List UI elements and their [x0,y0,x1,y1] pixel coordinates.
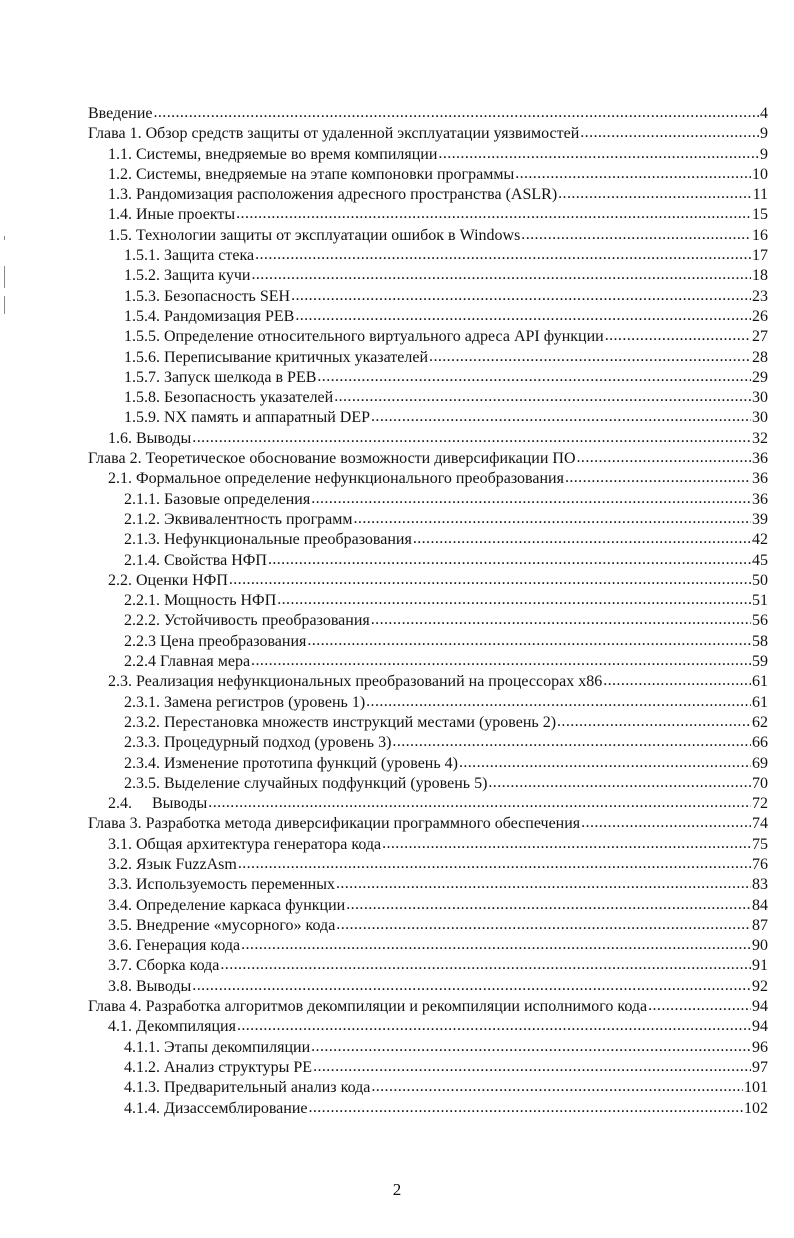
toc-entry [86,733,768,753]
toc-entry [86,226,768,246]
toc-entry-title: 3.3. Используемость переменных [108,876,335,894]
toc-entry-page: 61 [752,693,768,711]
toc-entry [86,266,768,286]
dot-leader [308,1098,743,1118]
toc-entry [86,490,768,510]
dot-leader [577,448,751,468]
dot-leader [488,773,751,793]
page-number: 2 [392,1180,402,1199]
toc-entry-page: 74 [752,815,768,833]
dot-leader [241,935,751,955]
dot-leader [346,895,751,915]
toc-entry-title: 2.3.4. Изменение прототипа функций (уровень 4) [124,754,458,772]
toc-entry-title: Глава 1. Обзор средств защиты от удаленной эксплуатации уязвимостей [88,125,580,143]
toc-entry-title: 3.8. Выводы [108,977,192,995]
toc-entry-title: 1.5.9. NX память и аппаратный DEP [124,409,371,427]
toc-entry-page: 69 [752,754,768,772]
toc-entry [86,530,768,550]
toc-entry-page: 58 [752,632,768,650]
toc-entry [86,977,768,997]
toc-entry-page: 39 [752,510,768,528]
toc-entry-title: 1.1. Системы, внедряемые во время компиляции [108,145,438,163]
toc-entry-title: 1.5.8. Безопасность указателей [124,389,334,407]
dot-leader [558,184,751,204]
dot-leader [291,286,751,306]
toc-entry [86,855,768,875]
toc-entry-page: 56 [752,612,768,630]
dot-leader [317,367,751,387]
dot-leader [192,976,751,996]
dot-leader [154,103,760,123]
toc-entry [86,672,768,692]
toc-entry-title: 1.6. Выводы [108,429,192,447]
toc-entry [86,327,768,347]
toc-entry-page: 26 [752,307,768,325]
toc-entry-page: 28 [752,348,768,366]
toc-entry-title: 4.1.4. Дизассемблирование [124,1099,308,1117]
toc-entry-page: 29 [752,368,768,386]
toc-entry-title: 1.4. Иные проекты [108,206,236,224]
toc-entry-page: 16 [752,226,768,244]
toc-entry [86,774,768,794]
dot-leader [521,225,751,245]
toc-entry-page: 75 [752,835,768,853]
toc-entry-page: 70 [752,774,768,792]
toc-entry-title: 2.2. Оценки НФП [108,571,228,589]
dot-leader [413,529,751,549]
toc-entry [86,936,768,956]
dot-leader [565,468,751,488]
toc-entry-title: 3.1. Общая архитектура генератора кода [108,835,382,853]
toc-entry [86,571,768,591]
toc-entry-title: 4.1.2. Анализ структуры PE [124,1058,313,1076]
toc-entry-title: 1.5.6. Переписывание критичных указателей [124,348,429,366]
toc-entry-title: 1.5.5. Определение относительного виртуального адреса API функции [124,328,604,346]
toc-entry-title: 2.2.4 Главная мера [124,653,251,671]
toc-entry-title: 2.2.3 Цена преобразования [124,632,307,650]
toc-entry [86,693,768,713]
toc-entry [86,896,768,916]
scan-margin-mark [4,236,5,240]
toc-entry-title: Введение [88,105,153,122]
toc-entry-title: Глава 2. Теоретическое обоснование возможности диверсификации ПО [88,450,576,468]
toc-entry [86,652,768,672]
toc-entry [86,956,768,976]
toc-entry [86,449,768,469]
dot-leader [236,204,751,224]
toc-entry [86,1017,768,1037]
toc-entry-page: 66 [752,734,768,752]
toc-entry [86,388,768,408]
toc-entry-page: 72 [752,795,768,813]
dot-leader [334,387,751,407]
toc-entry-title: 1.2. Системы, внедряемые на этапе компоновки программы [108,165,515,183]
toc-entry-title: 2.1.1. Базовые определения [124,490,311,508]
toc-entry-page: 76 [752,855,768,873]
dot-leader [255,245,751,265]
toc-entry-title: 2.3.5. Выделение случайных подфункций (уровень 5) [124,774,488,792]
toc-entry-page: 92 [752,977,768,995]
toc-entry-title: 4.1.3. Предварительный анализ кода [124,1079,371,1097]
toc-entry-page: 45 [752,551,768,569]
toc-entry-page: 96 [752,1038,768,1056]
toc-entry-page: 11 [752,186,768,204]
dot-leader [515,164,751,184]
toc-entry-page: 27 [752,328,768,346]
toc-entry [86,1099,768,1119]
toc-entry-page: 42 [752,531,768,549]
toc-entry-title: 2.1.2. Эквивалентность программ [124,510,353,528]
dot-leader [580,123,759,143]
toc-entry-page: 97 [752,1058,768,1076]
dot-leader [208,793,751,813]
toc-entry-title: 2.2.1. Мощность НФП [124,592,277,610]
dot-leader [382,834,751,854]
toc-entry-page: 62 [752,713,768,731]
toc-entry-page: 50 [752,571,768,589]
toc-entry [86,1078,768,1098]
toc-entry [86,1058,768,1078]
toc-entry [86,104,768,124]
toc-entry-title: Глава 3. Разработка метода диверсификации программного обеспечения [88,815,581,833]
dot-leader [295,306,751,326]
toc-entry-page: 87 [752,916,768,934]
toc-entry [86,754,768,774]
toc-entry-page: 23 [752,287,768,305]
dot-leader [648,996,751,1016]
toc-entry-page: 36 [752,450,768,468]
toc-entry [86,551,768,571]
toc-entry [86,916,768,936]
scan-margin-mark [4,296,5,314]
toc-entry-title: 3.6. Генерация кода [108,937,241,955]
toc-entry-page: 102 [744,1099,768,1117]
toc-entry-title: 2.3.1. Замена регистров (уровень 1) [124,693,366,711]
toc-entry-title: 2.4. Выводы [108,795,208,813]
toc-entry-page: 15 [752,206,768,224]
toc-entry-page: 18 [752,267,768,285]
table-of-contents [86,104,768,1119]
dot-leader [220,955,751,975]
toc-entry-title: 2.1. Формальное определение нефункционального преобразования [108,470,564,488]
dot-leader [238,854,751,874]
toc-entry-title: 2.3.2. Перестановка множеств инструкций местами (уровень 2) [124,713,557,731]
toc-entry-page: 91 [752,957,768,975]
dot-leader [311,489,751,509]
dot-leader [277,590,751,610]
toc-entry-page: 90 [752,937,768,955]
dot-leader [392,732,751,752]
toc-entry-page: 36 [752,470,768,488]
dot-leader [603,671,751,691]
dot-leader [371,610,751,630]
toc-entry [86,794,768,814]
toc-entry-page: 36 [752,490,768,508]
toc-entry [86,1038,768,1058]
toc-entry-page: 51 [752,592,768,610]
toc-entry-title: 2.3.3. Процедурный подход (уровень 3) [124,734,392,752]
toc-entry-title: 1.5.1. Защита стека [124,247,255,265]
dot-leader [371,1077,743,1097]
toc-entry-page: 30 [752,409,768,427]
toc-entry-title: 1.5.2. Защита кучи [124,267,251,285]
toc-entry [86,611,768,631]
toc-entry-title: 4.1.1. Этапы декомпиляции [124,1038,311,1056]
toc-entry-title: 3.4. Определение каркаса функции [108,896,346,914]
toc-entry-page: 83 [752,876,768,894]
toc-entry [86,408,768,428]
toc-entry-title: Глава 4. Разработка алгоритмов декомпиляции и рекомпиляции исполнимого кода [88,998,648,1016]
dot-leader [313,1057,751,1077]
dot-leader [438,144,759,164]
toc-entry-page: 4 [760,105,768,122]
dot-leader [268,550,751,570]
dot-leader [336,915,751,935]
toc-entry-title: 2.2.2. Устойчивость преобразования [124,612,370,630]
toc-entry-page: 61 [752,673,768,691]
toc-entry-title: 2.1.4. Свойства НФП [124,551,267,569]
toc-entry [86,368,768,388]
toc-entry-title: 2.3. Реализация нефункциональных преобразований на процессорах x86 [108,673,603,691]
dot-leader [366,692,751,712]
toc-entry [86,713,768,733]
toc-entry-title: 4.1. Декомпиляция [108,1018,236,1036]
dot-leader [237,1016,751,1036]
toc-entry-page: 32 [752,429,768,447]
toc-entry-title: 3.7. Сборка кода [108,957,220,975]
toc-entry-page: 17 [752,247,768,265]
dot-leader [307,631,751,651]
dot-leader [354,509,751,529]
toc-entry-title: 2.1.3. Нефункциональные преобразования [124,531,412,549]
toc-entry [86,469,768,489]
dot-leader [229,570,751,590]
toc-entry-title: 1.5.7. Запуск шелкода в PEB [124,368,317,386]
toc-entry-title: 1.5.3. Безопасность SEH [124,287,291,305]
dot-leader [311,1037,751,1057]
toc-entry [86,348,768,368]
dot-leader [371,407,751,427]
toc-entry [86,287,768,307]
toc-entry [86,185,768,205]
dot-leader [459,753,751,773]
toc-entry [86,429,768,449]
toc-entry-title: 1.3. Рандомизация расположения адресного пространства (ASLR) [108,186,558,204]
toc-entry-page: 9 [760,145,768,163]
toc-entry-page: 94 [752,998,768,1016]
toc-entry-title: 3.5. Внедрение «мусорного» кода [108,916,336,934]
toc-entry-title: 1.5. Технологии защиты от эксплуатации ошибок в Windows [108,226,521,244]
dot-leader [581,813,751,833]
toc-entry [86,875,768,895]
toc-entry-page: 94 [752,1018,768,1036]
dot-leader [251,651,751,671]
toc-entry-page: 101 [744,1079,768,1097]
toc-entry [86,632,768,652]
dot-leader [605,326,751,346]
toc-entry [86,591,768,611]
toc-entry [86,814,768,834]
toc-entry [86,510,768,530]
toc-entry [86,205,768,225]
toc-entry-page: 10 [752,165,768,183]
dot-leader [336,874,751,894]
toc-entry [86,246,768,266]
toc-entry [86,997,768,1017]
toc-entry-page: 9 [760,125,768,143]
toc-entry [86,124,768,144]
toc-entry [86,145,768,165]
toc-entry-page: 59 [752,653,768,671]
toc-entry-page: 30 [752,389,768,407]
scan-margin-mark [4,266,5,288]
toc-entry [86,307,768,327]
dot-leader [251,265,751,285]
dot-leader [429,347,751,367]
toc-entry-page: 84 [752,896,768,914]
toc-entry [86,835,768,855]
toc-entry-title: 1.5.4. Рандомизация PEB [124,307,295,325]
dot-leader [557,712,751,732]
dot-leader [192,428,751,448]
toc-entry [86,165,768,185]
toc-entry-title: 3.2. Язык FuzzAsm [108,855,237,873]
